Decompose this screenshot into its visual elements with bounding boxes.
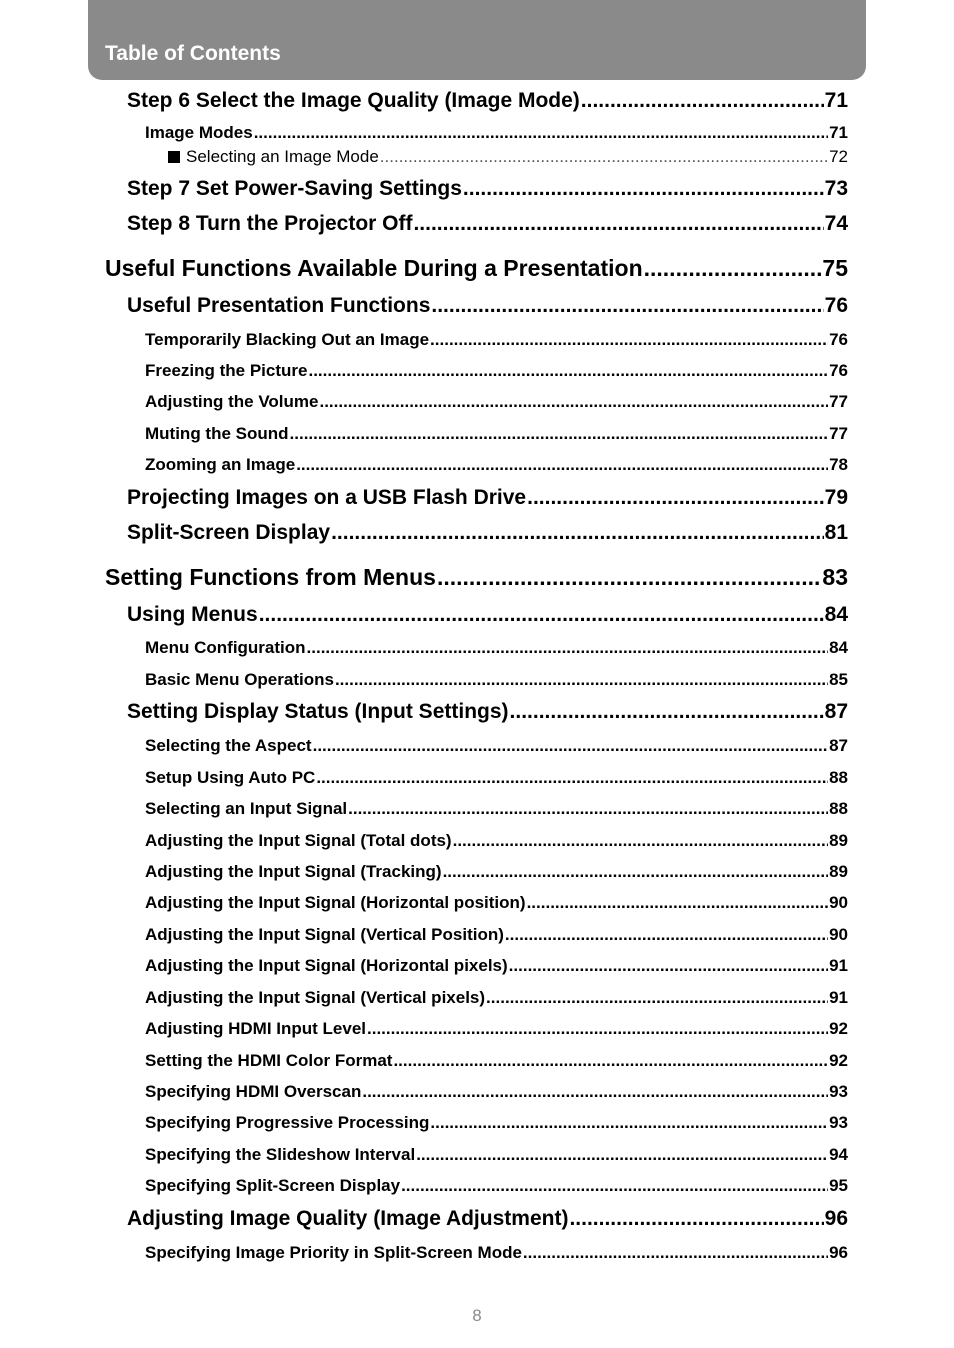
toc-entry[interactable] xyxy=(127,486,848,510)
toc-entry-title xyxy=(145,768,315,788)
toc-entry-title xyxy=(145,1051,392,1071)
dot-leader xyxy=(581,89,824,113)
toc-entry-text: Specifying HDMI Overscan xyxy=(145,1082,362,1101)
toc-entry[interactable] xyxy=(145,736,848,756)
toc-entry-text: Useful Presentation Functions xyxy=(127,294,431,317)
toc-entry-text: Image Modes xyxy=(145,123,253,142)
dot-leader xyxy=(437,564,821,591)
toc-entry-title xyxy=(127,486,526,510)
toc-entry-text: Setting Functions from Menus xyxy=(105,564,436,590)
toc-entry-title xyxy=(127,212,412,236)
toc-entry-title xyxy=(127,89,580,113)
toc-entry[interactable] xyxy=(145,123,848,143)
square-bullet-icon xyxy=(168,151,180,163)
toc-entry[interactable] xyxy=(145,1051,848,1071)
toc-entry[interactable] xyxy=(145,768,848,788)
toc-entry-text: Adjusting HDMI Input Level xyxy=(145,1019,366,1038)
dot-leader xyxy=(443,862,829,882)
dot-leader xyxy=(430,330,828,350)
dot-leader xyxy=(362,1082,828,1102)
toc-entry[interactable] xyxy=(145,424,848,444)
dot-leader xyxy=(453,831,828,851)
toc-entry-title xyxy=(127,521,330,545)
toc-entry-page: 90 xyxy=(829,925,848,944)
dot-leader xyxy=(308,361,828,381)
toc-entry-text: Specifying Image Priority in Split-Screen Mode xyxy=(145,1243,522,1262)
toc-entry-page: 90 xyxy=(829,893,848,912)
toc-entry[interactable] xyxy=(145,1113,848,1133)
toc-entry-text: Adjusting the Input Signal (Vertical Position) xyxy=(145,925,504,944)
toc-entry-page: 87 xyxy=(829,736,848,755)
toc-entry-text: Adjusting the Input Signal (Tracking) xyxy=(145,862,442,881)
toc-entry-text: Split-Screen Display xyxy=(127,521,331,544)
toc-entry-page: 87 xyxy=(824,700,848,723)
toc-entry[interactable] xyxy=(145,956,848,976)
dot-leader xyxy=(307,638,829,658)
dot-leader xyxy=(486,988,828,1008)
toc-entry-page: 96 xyxy=(824,1207,848,1230)
toc-entry-page: 91 xyxy=(829,956,848,975)
toc-entry-title xyxy=(145,123,253,143)
toc-entry[interactable] xyxy=(127,177,848,201)
dot-leader xyxy=(510,700,824,724)
toc-entry-title xyxy=(145,1082,361,1102)
toc-entry[interactable] xyxy=(145,670,848,690)
toc-entry-page: 74 xyxy=(824,212,848,235)
toc-entry-title xyxy=(127,1207,568,1231)
toc-entry-text: Projecting Images on a USB Flash Drive xyxy=(127,486,527,509)
dot-leader xyxy=(380,147,828,167)
toc-entry-title xyxy=(145,455,295,475)
toc-entry-page: 94 xyxy=(829,1145,848,1164)
dot-leader xyxy=(527,893,829,913)
toc-entry-title xyxy=(145,1145,415,1165)
toc-entry[interactable] xyxy=(127,294,848,318)
dot-leader xyxy=(523,1243,828,1263)
toc-entry-title xyxy=(145,361,307,381)
toc-entry-page: 72 xyxy=(829,147,848,166)
toc-entry-page: 81 xyxy=(824,521,848,544)
dot-leader xyxy=(313,736,828,756)
toc-entry[interactable] xyxy=(145,1145,848,1165)
toc-entry-text: Setting Display Status (Input Settings) xyxy=(127,700,509,723)
toc-entry-page: 83 xyxy=(822,564,848,590)
toc-entry-text: Specifying Progressive Processing xyxy=(145,1113,430,1132)
toc-entry-page: 93 xyxy=(829,1082,848,1101)
toc-entry-title xyxy=(105,255,643,282)
toc-entry-title xyxy=(127,700,509,724)
toc-entry[interactable] xyxy=(145,799,848,819)
page-number: 8 xyxy=(472,1306,482,1325)
toc-entry[interactable] xyxy=(105,564,848,591)
toc-entry-page: 92 xyxy=(829,1019,848,1038)
toc-entry-text: Menu Configuration xyxy=(145,638,306,657)
toc-entry[interactable] xyxy=(145,330,848,350)
toc-entry-page: 88 xyxy=(829,768,848,787)
dot-leader xyxy=(316,768,828,788)
toc-entry-title xyxy=(145,1243,522,1263)
toc-entry-text: Adjusting the Input Signal (Vertical pixels) xyxy=(145,988,486,1007)
dot-leader xyxy=(569,1207,823,1231)
dot-leader xyxy=(290,424,829,444)
toc-entry[interactable] xyxy=(145,361,848,381)
dot-leader xyxy=(296,455,828,475)
toc-entry-text: Useful Functions Available During a Presentation xyxy=(105,255,643,281)
toc-entry-page: 77 xyxy=(829,424,848,443)
dot-leader xyxy=(431,294,823,318)
toc-entry-page: 88 xyxy=(829,799,848,818)
toc-entry-text: Zooming an Image xyxy=(145,455,296,474)
dot-leader xyxy=(259,603,824,627)
toc-entry-title xyxy=(127,294,430,318)
toc-entry-page: 73 xyxy=(824,177,848,200)
toc-entry-page: 84 xyxy=(829,638,848,657)
toc-entry-title xyxy=(127,177,462,201)
toc-entry-page: 89 xyxy=(829,862,848,881)
toc-entry[interactable] xyxy=(127,212,848,236)
toc-entry-text: Selecting an Input Signal xyxy=(145,799,348,818)
toc-entry-title xyxy=(145,956,508,976)
toc-entry-text: Temporarily Blacking Out an Image xyxy=(145,330,430,349)
dot-leader xyxy=(527,486,824,510)
toc-entry[interactable] xyxy=(127,1207,848,1231)
toc-entry-title xyxy=(145,424,289,444)
toc-entry-page: 91 xyxy=(829,988,848,1007)
toc-entry-page: 96 xyxy=(829,1243,848,1262)
toc-entry-title xyxy=(145,799,347,819)
toc-entry-text: Adjusting the Input Signal (Total dots) xyxy=(145,831,452,850)
toc-entry-title xyxy=(145,862,442,882)
toc-entry-page: 79 xyxy=(824,486,848,509)
toc-entry[interactable] xyxy=(127,700,848,724)
toc-entry-text: Specifying Split-Screen Display xyxy=(145,1176,401,1195)
toc-entry-text: Using Menus xyxy=(127,603,258,626)
toc-entry-page: 76 xyxy=(829,330,848,349)
dot-leader xyxy=(413,212,823,236)
toc-entry[interactable] xyxy=(127,603,848,627)
toc-entry[interactable] xyxy=(145,455,848,475)
toc-entry-title xyxy=(145,831,452,851)
toc-entry-page: 93 xyxy=(829,1113,848,1132)
toc-entry[interactable] xyxy=(145,831,848,851)
toc-entry[interactable] xyxy=(145,988,848,1008)
dot-leader xyxy=(509,956,828,976)
dot-leader xyxy=(416,1145,828,1165)
toc-entry-text: Step 8 Turn the Projector Off xyxy=(127,212,413,235)
toc-entry-page: 76 xyxy=(829,361,848,380)
toc-entry-title xyxy=(145,670,334,690)
dot-leader xyxy=(348,799,828,819)
toc-entry[interactable] xyxy=(145,1243,848,1263)
toc-entry-title xyxy=(168,147,379,167)
toc-entry-page: 75 xyxy=(822,255,848,281)
dot-leader xyxy=(331,521,824,545)
toc-entry[interactable] xyxy=(168,147,848,167)
toc-entry-text: Adjusting the Input Signal (Horizontal position) xyxy=(145,893,526,912)
toc-entry-title xyxy=(145,1176,400,1196)
toc-entry-title xyxy=(127,603,258,627)
toc-entry[interactable] xyxy=(127,89,848,113)
toc-entry-page: 78 xyxy=(829,455,848,474)
dot-leader xyxy=(393,1051,828,1071)
dot-leader xyxy=(430,1113,828,1133)
toc-entry-page: 85 xyxy=(829,670,848,689)
toc-entry-text: Basic Menu Operations xyxy=(145,670,334,689)
header-title: Table of Contents xyxy=(105,42,281,65)
toc-entry-page: 71 xyxy=(829,123,848,142)
toc-entry[interactable] xyxy=(145,862,848,882)
toc-entry-page: 95 xyxy=(829,1176,848,1195)
toc-entry-page: 92 xyxy=(829,1051,848,1070)
dot-leader xyxy=(319,392,828,412)
toc-entry-text: Selecting the Aspect xyxy=(145,736,312,755)
dot-leader xyxy=(463,177,824,201)
toc-entry-page: 77 xyxy=(829,392,848,411)
toc-entry-title xyxy=(145,1019,366,1039)
toc-entry-text: Muting the Sound xyxy=(145,424,289,443)
toc-entry[interactable] xyxy=(145,1176,848,1196)
toc-entry[interactable] xyxy=(145,1082,848,1102)
toc-entry-text: Step 6 Select the Image Quality (Image Mode) xyxy=(127,89,580,112)
toc-entry[interactable] xyxy=(127,521,848,545)
toc-entry-page: 84 xyxy=(824,603,848,626)
toc-entry-text: Selecting an Image Mode xyxy=(186,147,379,166)
toc-entry-title xyxy=(145,736,312,756)
toc-entry-title xyxy=(145,392,318,412)
toc-entry-title xyxy=(105,564,436,591)
toc-entry[interactable] xyxy=(145,893,848,913)
toc-entry-title xyxy=(145,988,485,1008)
toc-entry-page: 76 xyxy=(824,294,848,317)
dot-leader xyxy=(335,670,828,690)
toc-entry[interactable] xyxy=(145,392,848,412)
toc-entry-title xyxy=(145,893,526,913)
toc-entry-text: Setup Using Auto PC xyxy=(145,768,316,787)
toc-entry-title xyxy=(145,638,306,658)
toc-entry[interactable] xyxy=(145,638,848,658)
dot-leader xyxy=(505,925,828,945)
toc-entry-text: Adjusting Image Quality (Image Adjustment) xyxy=(127,1207,569,1230)
toc-entry[interactable] xyxy=(145,925,848,945)
toc-entry-page: 89 xyxy=(829,831,848,850)
toc-entry-text: Adjusting the Volume xyxy=(145,392,319,411)
toc-entry-text: Setting the HDMI Color Format xyxy=(145,1051,393,1070)
dot-leader xyxy=(254,123,828,143)
dot-leader xyxy=(644,255,822,282)
toc-entry-title xyxy=(145,925,504,945)
toc-entry[interactable] xyxy=(105,255,848,282)
toc-entry-text: Adjusting the Input Signal (Horizontal pixels) xyxy=(145,956,508,975)
toc-entry-text: Freezing the Picture xyxy=(145,361,308,380)
toc-entry-title xyxy=(145,330,429,350)
toc-entry-title xyxy=(145,1113,429,1133)
dot-leader xyxy=(367,1019,828,1039)
toc-entry[interactable] xyxy=(145,1019,848,1039)
toc-entry-text: Specifying the Slideshow Interval xyxy=(145,1145,416,1164)
dot-leader xyxy=(401,1176,828,1196)
toc-entry-text: Step 7 Set Power-Saving Settings xyxy=(127,177,462,200)
toc-entry-page: 71 xyxy=(824,89,848,112)
